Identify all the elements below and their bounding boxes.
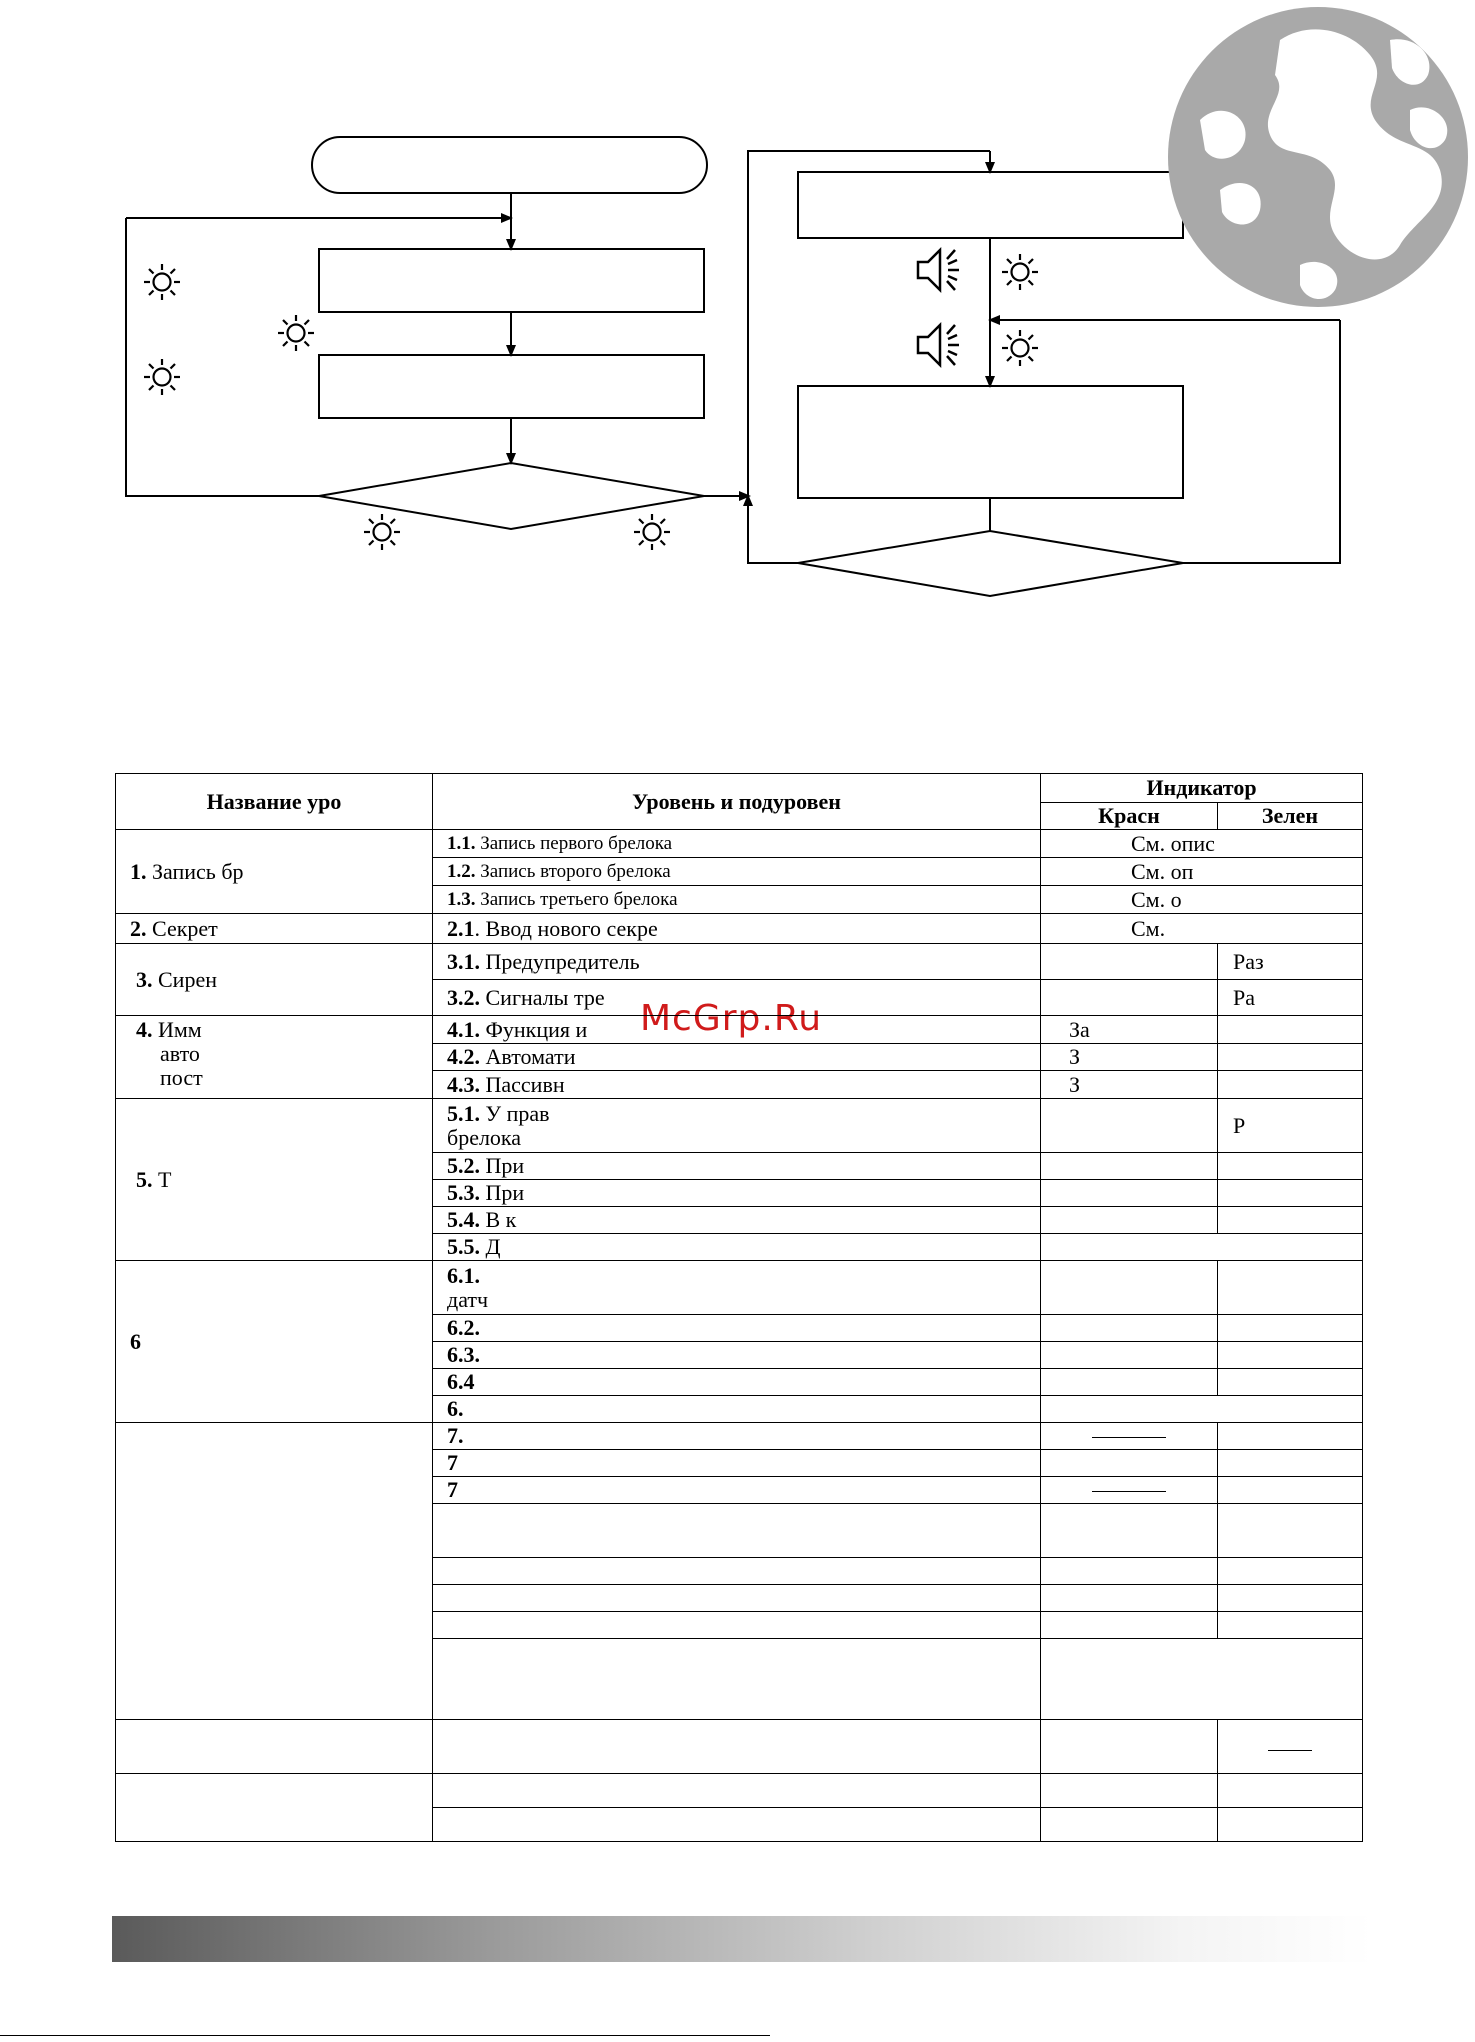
sub-level: 6.2. xyxy=(433,1315,1041,1342)
red-cell xyxy=(1041,980,1218,1016)
sun-icon xyxy=(634,514,670,550)
green-cell xyxy=(1218,1774,1363,1808)
green-cell xyxy=(1218,1315,1363,1342)
green-cell xyxy=(1218,1016,1363,1044)
watermark: McGrp.Ru xyxy=(640,998,823,1039)
red-cell xyxy=(1041,944,1218,980)
green-cell xyxy=(1218,1071,1363,1099)
sun-icon xyxy=(144,359,180,395)
green-cell xyxy=(1218,1207,1363,1234)
sub-level: 2.1. Ввод нового секре xyxy=(433,914,1041,944)
sub-level: 5.2. При xyxy=(433,1153,1041,1180)
red-cell xyxy=(1041,1450,1218,1477)
sub-level xyxy=(433,1808,1041,1842)
sub-level: 6.4 xyxy=(433,1369,1041,1396)
speaker-icon xyxy=(918,325,959,365)
sub-level: 3.2. Сигналы тре xyxy=(433,980,1041,1016)
red-cell xyxy=(1041,1423,1218,1450)
red-cell xyxy=(1041,1315,1218,1342)
sub-level: 7 xyxy=(433,1450,1041,1477)
sub-level: 1.2. Запись второго брелока xyxy=(433,858,1041,886)
sub-level xyxy=(433,1774,1041,1808)
sub-level: 1.3. Запись третьего брелока xyxy=(433,886,1041,914)
sun-icon xyxy=(1002,330,1038,366)
indicator-cell xyxy=(1041,1396,1363,1423)
sun-icon xyxy=(278,315,314,351)
sub-level xyxy=(433,1558,1041,1585)
green-cell: Р xyxy=(1218,1099,1363,1153)
sub-level xyxy=(433,1585,1041,1612)
decision-diamond-1 xyxy=(319,463,704,529)
green-cell xyxy=(1218,1558,1363,1585)
globe-decoration xyxy=(1160,0,1475,315)
group-cell: 4. Имм авто пост xyxy=(116,1016,433,1099)
sun-icon xyxy=(364,514,400,550)
footer-rule xyxy=(0,2035,770,2036)
header-indicator: Индикатор xyxy=(1041,774,1363,803)
green-cell xyxy=(1218,1342,1363,1369)
process-box-4 xyxy=(798,386,1183,498)
green-cell xyxy=(1218,1044,1363,1071)
sub-level: 5.4. В к xyxy=(433,1207,1041,1234)
sun-icon xyxy=(1002,254,1038,290)
sub-level: 6. xyxy=(433,1396,1041,1423)
green-cell xyxy=(1218,1504,1363,1558)
sub-level xyxy=(433,1612,1041,1639)
red-cell xyxy=(1041,1558,1218,1585)
footer-gradient-bar xyxy=(112,1916,1372,1962)
green-cell xyxy=(1218,1720,1363,1774)
green-cell xyxy=(1218,1153,1363,1180)
red-cell xyxy=(1041,1612,1218,1639)
sub-level: 3.1. Предупредитель xyxy=(433,944,1041,980)
red-cell xyxy=(1041,1477,1218,1504)
sub-level: 5.3. При xyxy=(433,1180,1041,1207)
red-cell xyxy=(1041,1261,1218,1315)
green-cell xyxy=(1218,1369,1363,1396)
sub-level: 1.1. Запись первого брелока xyxy=(433,830,1041,858)
header-green: Зелен xyxy=(1218,803,1363,830)
decision-diamond-2 xyxy=(798,531,1183,596)
red-cell xyxy=(1041,1180,1218,1207)
sub-level: 4.3. Пассивн xyxy=(433,1071,1041,1099)
sub-level xyxy=(433,1720,1041,1774)
red-cell: За xyxy=(1041,1016,1218,1044)
sun-icon xyxy=(144,264,180,300)
red-cell: З xyxy=(1041,1071,1218,1099)
process-box-3 xyxy=(798,172,1183,238)
group-cell: 3. Сирен xyxy=(116,944,433,1016)
red-cell xyxy=(1041,1207,1218,1234)
red-cell xyxy=(1041,1774,1218,1808)
indicator-cell: См. xyxy=(1041,914,1363,944)
indicator-cell xyxy=(1041,1639,1363,1720)
green-cell xyxy=(1218,1585,1363,1612)
green-cell xyxy=(1218,1808,1363,1842)
group-cell: 6 xyxy=(116,1261,433,1423)
red-cell xyxy=(1041,1153,1218,1180)
green-cell xyxy=(1218,1477,1363,1504)
sub-level: 4.1. Функция и xyxy=(433,1016,1041,1044)
green-cell: Раз xyxy=(1218,944,1363,980)
green-cell xyxy=(1218,1612,1363,1639)
green-cell: Ра xyxy=(1218,980,1363,1016)
green-cell xyxy=(1218,1261,1363,1315)
group-cell xyxy=(116,1423,433,1720)
group-cell: 5. Т xyxy=(116,1099,433,1261)
indicator-cell xyxy=(1041,1234,1363,1261)
red-cell xyxy=(1041,1099,1218,1153)
indicator-cell: См. оп xyxy=(1041,858,1363,886)
header-name: Название уро xyxy=(116,774,433,830)
red-cell xyxy=(1041,1808,1218,1842)
indicator-cell: См. о xyxy=(1041,886,1363,914)
sub-level: 5.1. У прав брелока xyxy=(433,1099,1041,1153)
sub-level: 6.1. датч xyxy=(433,1261,1041,1315)
speaker-icon xyxy=(918,250,959,290)
red-cell xyxy=(1041,1342,1218,1369)
sub-level xyxy=(433,1639,1041,1720)
sub-level: 7. xyxy=(433,1423,1041,1450)
sub-level xyxy=(433,1504,1041,1558)
indicator-cell: См. опис xyxy=(1041,830,1363,858)
red-cell: З xyxy=(1041,1044,1218,1071)
red-cell xyxy=(1041,1504,1218,1558)
process-box-1 xyxy=(319,249,704,312)
red-cell xyxy=(1041,1585,1218,1612)
start-terminal xyxy=(312,137,707,193)
group-cell: 1. Запись бр xyxy=(116,830,433,914)
settings-table xyxy=(115,773,1363,1842)
header-level: Уровень и подуровен xyxy=(433,774,1041,830)
green-cell xyxy=(1218,1450,1363,1477)
sub-level: 4.2. Автомати xyxy=(433,1044,1041,1071)
process-box-2 xyxy=(319,355,704,418)
header-red: Красн xyxy=(1041,803,1218,830)
red-cell xyxy=(1041,1369,1218,1396)
group-cell xyxy=(116,1774,433,1842)
sub-level: 7 xyxy=(433,1477,1041,1504)
green-cell xyxy=(1218,1423,1363,1450)
sub-level: 6.3. xyxy=(433,1342,1041,1369)
red-cell xyxy=(1041,1720,1218,1774)
group-cell xyxy=(116,1720,433,1774)
group-cell: 2. Секрет xyxy=(116,914,433,944)
sub-level: 5.5. Д xyxy=(433,1234,1041,1261)
green-cell xyxy=(1218,1180,1363,1207)
